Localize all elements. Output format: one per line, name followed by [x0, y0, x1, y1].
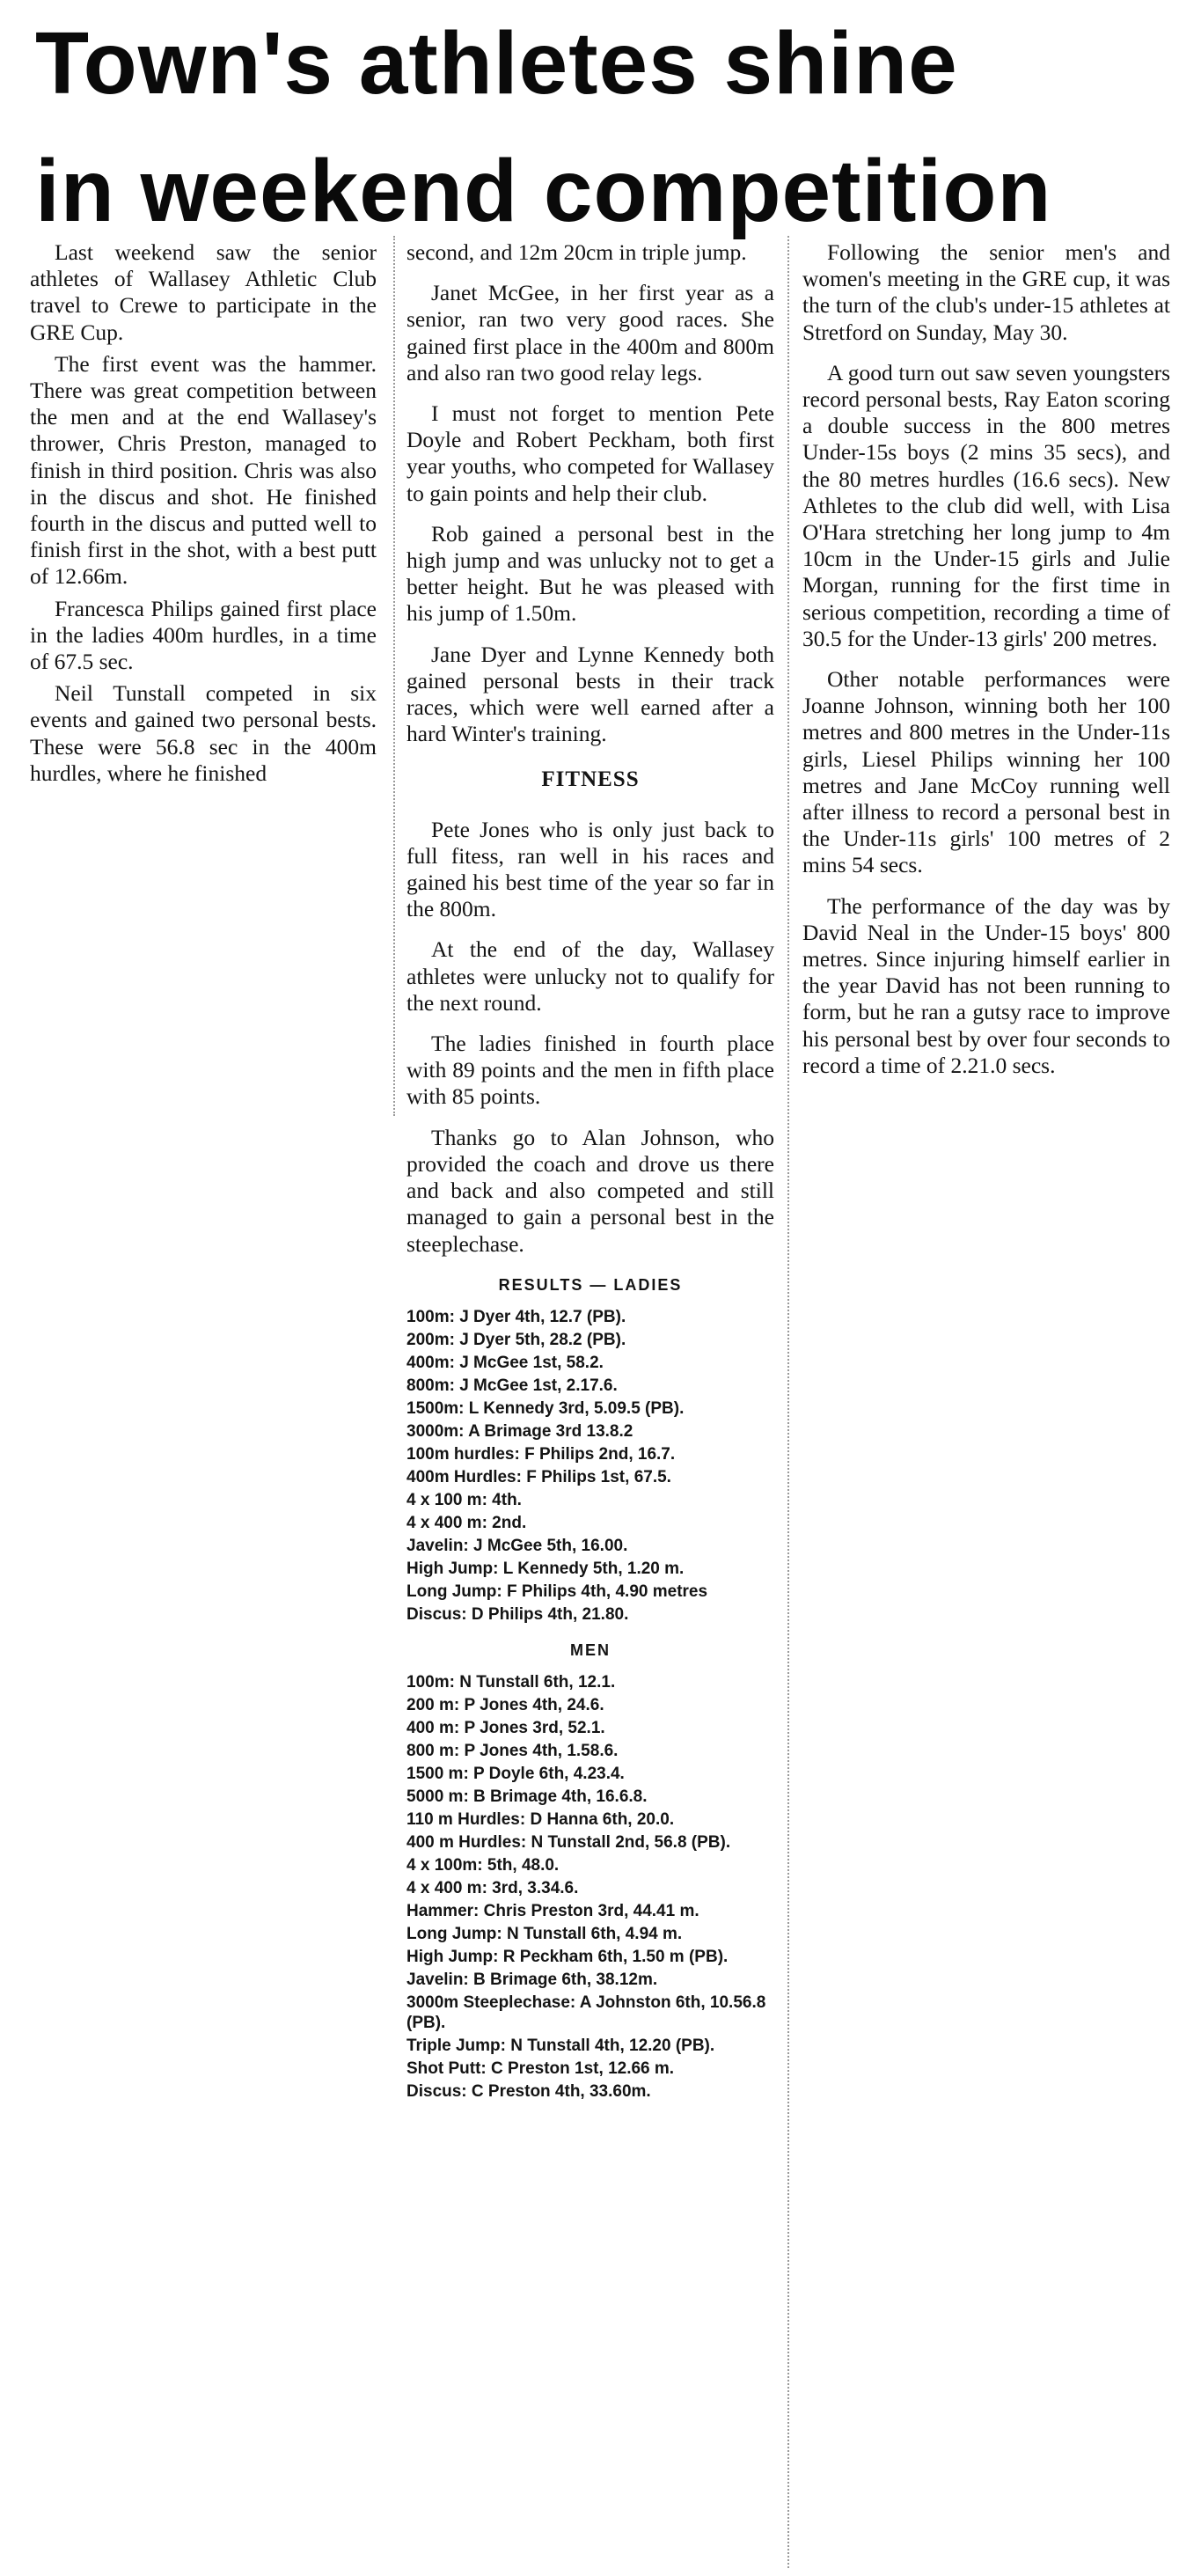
results-men-list — [406, 1672, 774, 2102]
results-ladies-list — [406, 1307, 774, 1625]
result-item: 5000 m: B Brimage 4th, 16.6.8. — [406, 1787, 648, 1807]
paragraph: The ladies finished in fourth place with 89 points and the men in fifth place with 85 points. — [406, 1031, 774, 1110]
result-item: Long Jump: F Philips 4th, 4.90 metres — [406, 1582, 708, 1601]
result-item: High Jump: L Kennedy 5th, 1.20 m. — [406, 1559, 685, 1578]
paragraph: Jane Dyer and Lynne Kennedy both gained personal bests in their track races, which were well earned after a hard Winter's training. — [406, 641, 774, 747]
result-item: 110 m Hurdles: D Hanna 6th, 20.0. — [406, 1810, 675, 1830]
paragraph: Following the senior men's and women's meeting in the GRE cup, it was the turn of the club's under-15 athletes at Stretford on Sunday, May 30. — [802, 239, 1170, 345]
result-item: 200 m: P Jones 4th, 24.6. — [406, 1696, 604, 1715]
result-item: 3000m Steeplechase: A Johnston 6th, 10.56.8 (PB). — [406, 1993, 766, 2033]
headline-line-2: in weekend competition — [35, 142, 1052, 240]
result-item: 1500 m: P Doyle 6th, 4.23.4. — [406, 1765, 625, 1784]
result-item: Triple Jump: N Tunstall 4th, 12.20 (PB). — [406, 2037, 715, 2056]
result-item: 100m hurdles: F Philips 2nd, 16.7. — [406, 1444, 676, 1464]
subheading-fitness: FITNESS — [541, 767, 640, 792]
result-item: Discus: C Preston 4th, 33.60m. — [406, 2082, 651, 2102]
paragraph: The performance of the day was by David Neal in the Under-15 boys' 800 metres. Since injuring himself earlier in the year David has not been running to form, but he ran a gutsy race to improve his personal best by over four seconds to record a time of 2.21.0 secs. — [802, 892, 1170, 1078]
result-item: 4 x 400 m: 3rd, 3.34.6. — [406, 1879, 579, 1898]
result-item: 100m: N Tunstall 6th, 12.1. — [406, 1673, 616, 1692]
paragraph: Thanks go to Alan Johnson, who provided the coach and drove us there and back and also competed and still managed to gain a personal best in the steeplechase. — [406, 1124, 774, 1257]
headline — [35, 0, 1179, 255]
result-item: High Jump: R Peckham 6th, 1.50 m (PB). — [406, 1948, 729, 1967]
paragraph: Pete Jones who is only just back to full fitess, ran well in his races and gained his best time of the year so far in the 800m. — [406, 816, 774, 922]
result-item: 3000m: A Brimage 3rd 13.8.2 — [406, 1421, 633, 1441]
result-item: 100m: J Dyer 4th, 12.7 (PB). — [406, 1307, 626, 1326]
result-item: 400m Hurdles: F Philips 1st, 67.5. — [406, 1467, 671, 1486]
result-item: 400m: J McGee 1st, 58.2. — [406, 1353, 604, 1372]
result-item: 800m: J McGee 1st, 2.17.6. — [406, 1376, 618, 1395]
result-item: 4 x 100m: 5th, 48.0. — [406, 1856, 560, 1875]
result-item: Javelin: B Brimage 6th, 38.12m. — [406, 1971, 658, 1990]
result-item: Hammer: Chris Preston 3rd, 44.41 m. — [406, 1902, 699, 1921]
results-men-heading: MEN — [570, 1640, 611, 1659]
article-column-3 — [802, 239, 1170, 1093]
result-item: Long Jump: N Tunstall 6th, 4.94 m. — [406, 1925, 683, 1944]
paragraph: Other notable performances were Joanne Johnson, winning both her 100 metres and 800 metres in the Under-11s girls, Liesel Philips winning her 100 metres and Jane McCoy running well after illness to record a personal best in the Under-11s girls' 100 metres of 2 mins 54 secs. — [802, 666, 1170, 878]
result-item: Discus: D Philips 4th, 21.80. — [406, 1604, 629, 1624]
paragraph: Neil Tunstall competed in six events and gained two personal bests. These were 56.8 sec in the 400m hurdles, where he finished — [30, 680, 377, 786]
result-item: 4 x 400 m: 2nd. — [406, 1513, 527, 1532]
result-item: 400 m: P Jones 3rd, 52.1. — [406, 1719, 605, 1738]
column-divider — [787, 236, 789, 2568]
result-item: Javelin: J McGee 5th, 16.00. — [406, 1536, 628, 1555]
paragraph: Last weekend saw the senior athletes of Wallasey Athletic Club travel to Crewe to participate in the GRE Cup. — [30, 239, 377, 345]
article-column-2 — [406, 239, 774, 2104]
headline-line-1: Town's athletes shine — [35, 14, 958, 113]
result-item: 4 x 100 m: 4th. — [406, 1490, 522, 1509]
result-item: 400 m Hurdles: N Tunstall 2nd, 56.8 (PB). — [406, 1833, 731, 1853]
result-item: 200m: J Dyer 5th, 28.2 (PB). — [406, 1330, 626, 1349]
result-item: Shot Putt: C Preston 1st, 12.66 m. — [406, 2059, 675, 2079]
paragraph: I must not forget to mention Pete Doyle and Robert Peckham, both first year youths, who competed for Wallasey to gain points and help their club. — [406, 400, 774, 506]
paragraph: The first event was the hammer. There was great competition between the men and at the end Wallasey's thrower, Chris Preston, managed to finish in third position. Chris was also in the discus and shot. He finished fourth in the discus and putted well to finish first in the shot, with a best putt of 12.66m. — [30, 350, 377, 590]
result-item: 800 m: P Jones 4th, 1.58.6. — [406, 1742, 619, 1761]
paragraph: Rob gained a personal best in the high jump and was unlucky not to get a better height. But he was pleased with his jump of 1.50m. — [406, 520, 774, 627]
paragraph: second, and 12m 20cm in triple jump. — [406, 239, 747, 265]
article-column-1 — [30, 239, 377, 792]
paragraph: Francesca Philips gained first place in the ladies 400m hurdles, in a time of 67.5 sec. — [30, 595, 377, 675]
paragraph: At the end of the day, Wallasey athletes were unlucky not to qualify for the next round. — [406, 936, 774, 1016]
results-ladies-heading: RESULTS — LADIES — [498, 1275, 683, 1294]
column-divider — [393, 236, 395, 1116]
paragraph: Janet McGee, in her first year as a senior, ran two very good races. She gained first place in the 400m and 800m and also ran two good relay legs. — [406, 280, 774, 385]
paragraph: A good turn out saw seven youngsters record personal bests, Ray Eaton scoring a double success in the 800 metres Under-15s boys (2 mins 35 secs), and the 80 metres hurdles (16.6 secs). New Athletes to the club did well, with Lisa O'Hara stretching her long jump to 4m 10cm in the Under-15 girls and Julie Morgan, running for the first time in serious competition, recording a time of 30.5 for the Under-13 girls' 200 metres. — [802, 359, 1170, 651]
result-item: 1500m: L Kennedy 3rd, 5.09.5 (PB). — [406, 1398, 685, 1418]
